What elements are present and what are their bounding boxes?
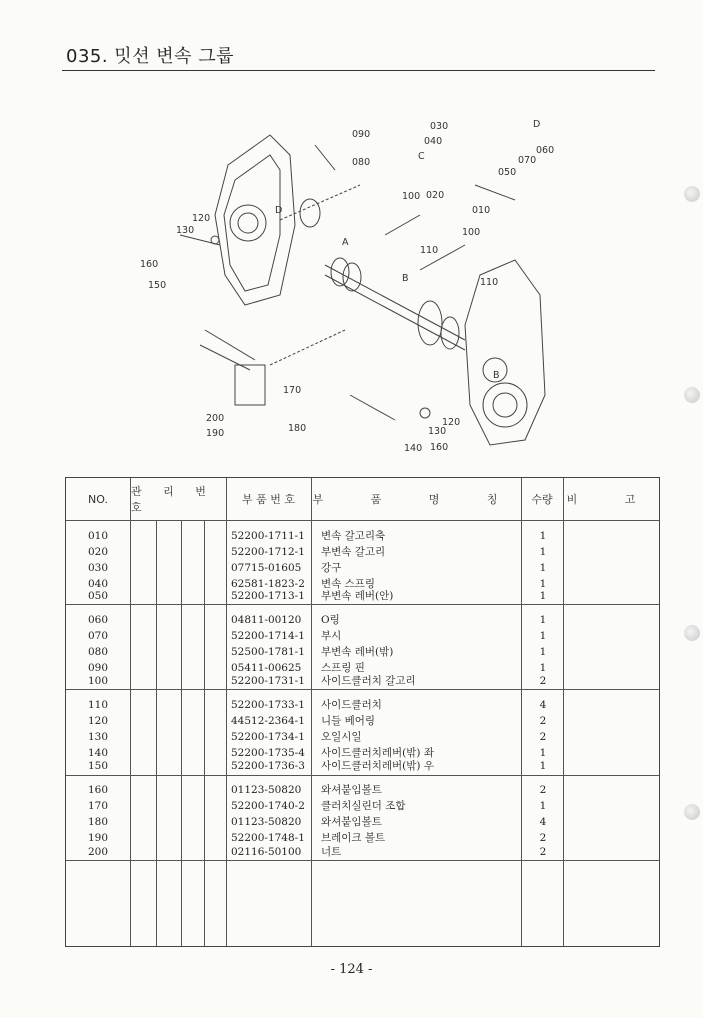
callout-label: 180 — [288, 423, 307, 434]
header-remarks: 비 고 — [566, 493, 658, 506]
header-qty: 수량 — [531, 493, 553, 506]
callout-label: 100 — [402, 191, 421, 202]
callout-label: 040 — [424, 136, 443, 147]
callout-label: B — [493, 370, 500, 381]
header-no: NO. — [88, 492, 108, 506]
punch-hole-3 — [684, 625, 700, 641]
callout-label: 130 — [428, 426, 447, 437]
callout-label: 090 — [352, 129, 371, 140]
parts-table: NO. 관 리 번 호 부 품 번 호 부 품 명 칭 수량 비 고 010 52200-1711-1 변속 갈고리축 1 020 52200-1712-1 부변속 갈고리 1 030 07715-01605 강구 1 040 62581-1823-2 변속 스프링 1 050 52200-1713-1 부변속 레버(안) 1 060 04811-00120 O링 1 070 52200-1714-1 부시 1 080 52500-1781-1 부변속 레버(밖) 1 090 05411-00625 스프링 핀 1 100 52200-1731-1 사이드클러치 갈고리 2 110 52200-1733-1 사이드클러치 4 120 44512-2364-1 니들 베어링 2 130 52200-1734-1 오일시일 2 140 52200-1735-4 사이드클러치레버(밖) 좌 1 150 52200-1736-3 사이드클러치레버(밖) 우 1 160 01123-50820 와셔붙임볼트 2 170 52200-1740-2 클러치실린더 조합 1 180 01123-50820 와셔붙임볼트 4 190 52200-1748-1 브레이크 볼트 2 200 02116-50100 너트 2 — [65, 477, 660, 947]
callout-label: D — [533, 119, 541, 130]
page-title: 035. 밋션 변속 그룹 — [66, 46, 235, 67]
callout-label: 060 — [536, 145, 555, 156]
callout-label: 120 — [442, 417, 461, 428]
callout-label: 080 — [352, 157, 371, 168]
page-number: - 124 - — [330, 962, 373, 977]
callout-label: 020 — [426, 190, 445, 201]
punch-hole-2 — [684, 387, 700, 403]
callout-label: 140 — [404, 443, 423, 454]
callout-label: 170 — [283, 385, 302, 396]
header-management-no: 관 리 번 호 — [131, 485, 215, 514]
header-part-no: 부 품 번 호 — [242, 493, 295, 506]
punch-hole-1 — [684, 186, 700, 202]
callout-label: 130 — [176, 225, 195, 236]
punch-hole-4 — [684, 804, 700, 820]
callout-label: 070 — [518, 155, 537, 166]
callout-label: A — [342, 237, 349, 248]
callout-label: 010 — [472, 205, 491, 216]
callout-label: 110 — [420, 245, 439, 256]
callout-label: 200 — [206, 413, 225, 424]
callout-label: 190 — [206, 428, 225, 439]
header-part-name: 부 품 명 칭 — [312, 493, 520, 506]
callout-label: D — [275, 205, 283, 216]
callout-label: 110 — [480, 277, 499, 288]
exploded-parts-diagram — [120, 95, 560, 455]
callout-label: 160 — [430, 442, 449, 453]
callout-label: 100 — [462, 227, 481, 238]
main-shaft-shape — [325, 265, 465, 340]
title-rule — [62, 70, 655, 71]
callout-label: 120 — [192, 213, 211, 224]
callout-label: 160 — [140, 259, 159, 270]
left-housing-shape — [215, 135, 295, 305]
callout-label: 150 — [148, 280, 167, 291]
callout-label: 050 — [498, 167, 517, 178]
callout-label: B — [402, 273, 409, 284]
callout-label: 030 — [430, 121, 449, 132]
callout-label: C — [418, 151, 425, 162]
clutch-cylinder-shape — [235, 365, 265, 405]
